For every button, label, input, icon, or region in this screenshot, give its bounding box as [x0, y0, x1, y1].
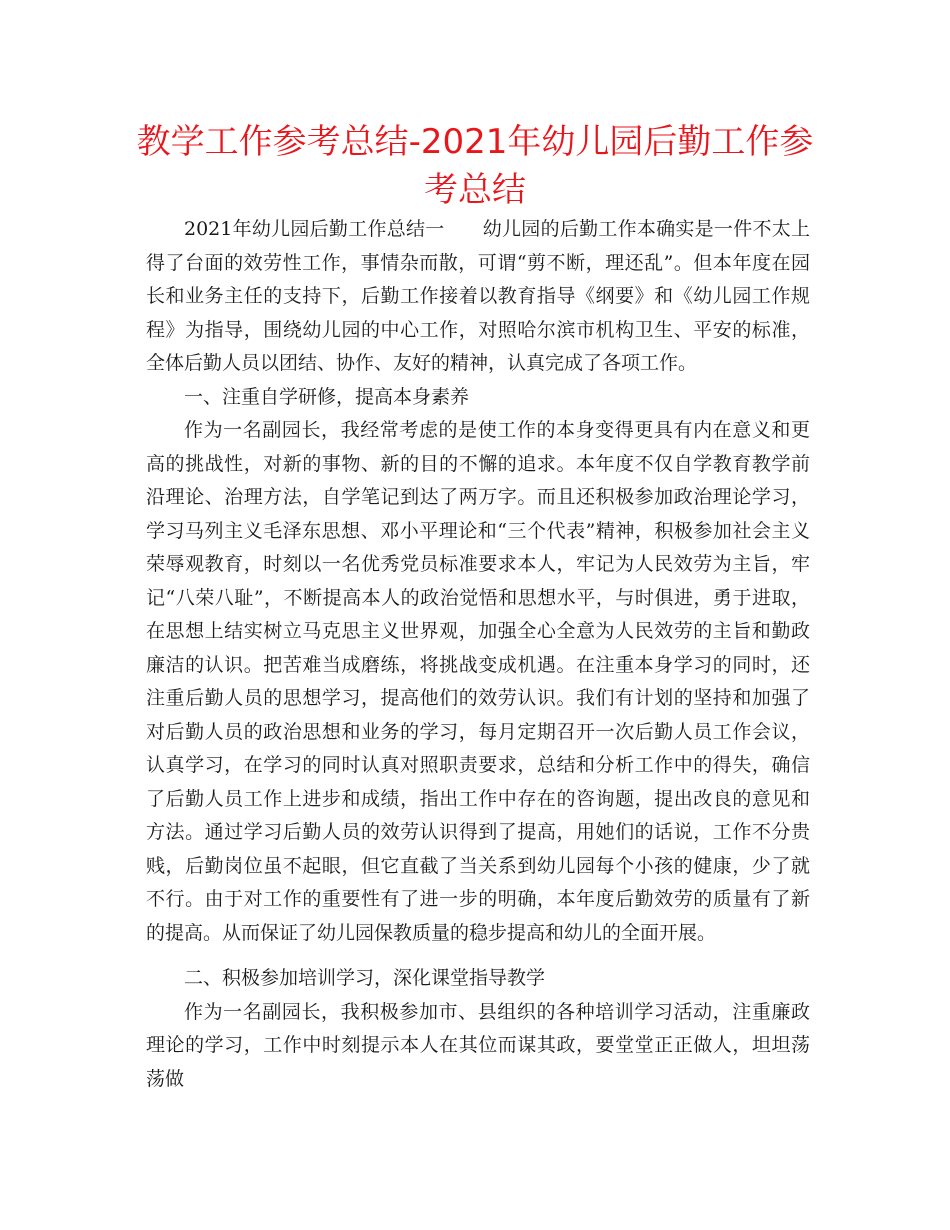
section-1-paragraph: 作为一名副园长，我经常考虑的是使工作的本身变得更具有内在意义和更高的挑战性，对新的事物、新的目的不懈的追求。本年度不仅自学教育教学前沿理论、治理方法，自学笔记到达了两万字。而且还积极参加政治理论学习，学习马列主义毛泽东思想、邓小平理论和“三个代表”精神，积极参加社会主义荣辱观教育，时刻以一名优秀党员标准要求本人，牢记为人民效劳为主旨，牢记“八荣八耻”，不断提高本人的政治觉悟和思想水平，与时俱进，勇于进取，在思想上结实树立马克思主义世界观，加强全心全意为人民效劳的主旨和勤政廉洁的认识。把苦难当成磨练，将挑战变成机遇。在注重本身学习的同时，还注重后勤人员的思想学习，提高他们的效劳认识。我们有计划的坚持和加强了对后勤人员的政治思想和业务的学习，每月定期召开一次后勤人员工作会议，认真学习，在学习的同时认真对照职责要求，总结和分析工作中的得失，确信了后勤人员工作上进步和成绩，指出工作中存在的咨询题，提出改良的意见和方法。通过学习后勤人员的效劳认识得到了提高，用她们的话说，工作不分贵贱，后勤岗位虽不起眼，但它直截了当关系到幼儿园每个小孩的健康，少了就不行。由于对工作的重要性有了进一步的明确，本年度后勤效劳的质量有了新的提高。从而保证了幼儿园保教质量的稳步提高和幼儿的全面开展。: [146, 419, 810, 944]
section-2-paragraph: 作为一名副园长，我积极参加市、县组织的各种培训学习活动，注重廉政理论的学习，工作中时刻提示本人在其位而谋其政，要堂堂正正做人，坦坦荡荡做: [146, 1000, 810, 1090]
section-1-heading: 一、注重自学研修，提高本身素养: [184, 385, 470, 408]
section-2-heading: 二、积极参加培训学习，深化课堂指导教学: [184, 967, 546, 989]
intro-lead: 2021年幼儿园后勤工作总结一: [184, 218, 445, 240]
intro-body: 幼儿园的后勤工作本确实是一件不太上得了台面的效劳性工作，事情杂而散，可谓“剪不断，理还乱”。但本年度在园长和业务主任的支持下，后勤工作接着以教育指导《纲要》和《幼儿园工作规程》为指导，围绕幼儿园的中心工作，对照哈尔滨市机构卫生、平安的标准，全体后勤人员以团结、协作、友好的精神，认真完成了各项工作。: [146, 218, 810, 374]
document-body: [146, 213, 810, 1096]
intro-paragraph: [146, 213, 810, 381]
document-title: 教学工作参考总结-2021年幼儿园后勤工作参考总结: [136, 122, 814, 210]
